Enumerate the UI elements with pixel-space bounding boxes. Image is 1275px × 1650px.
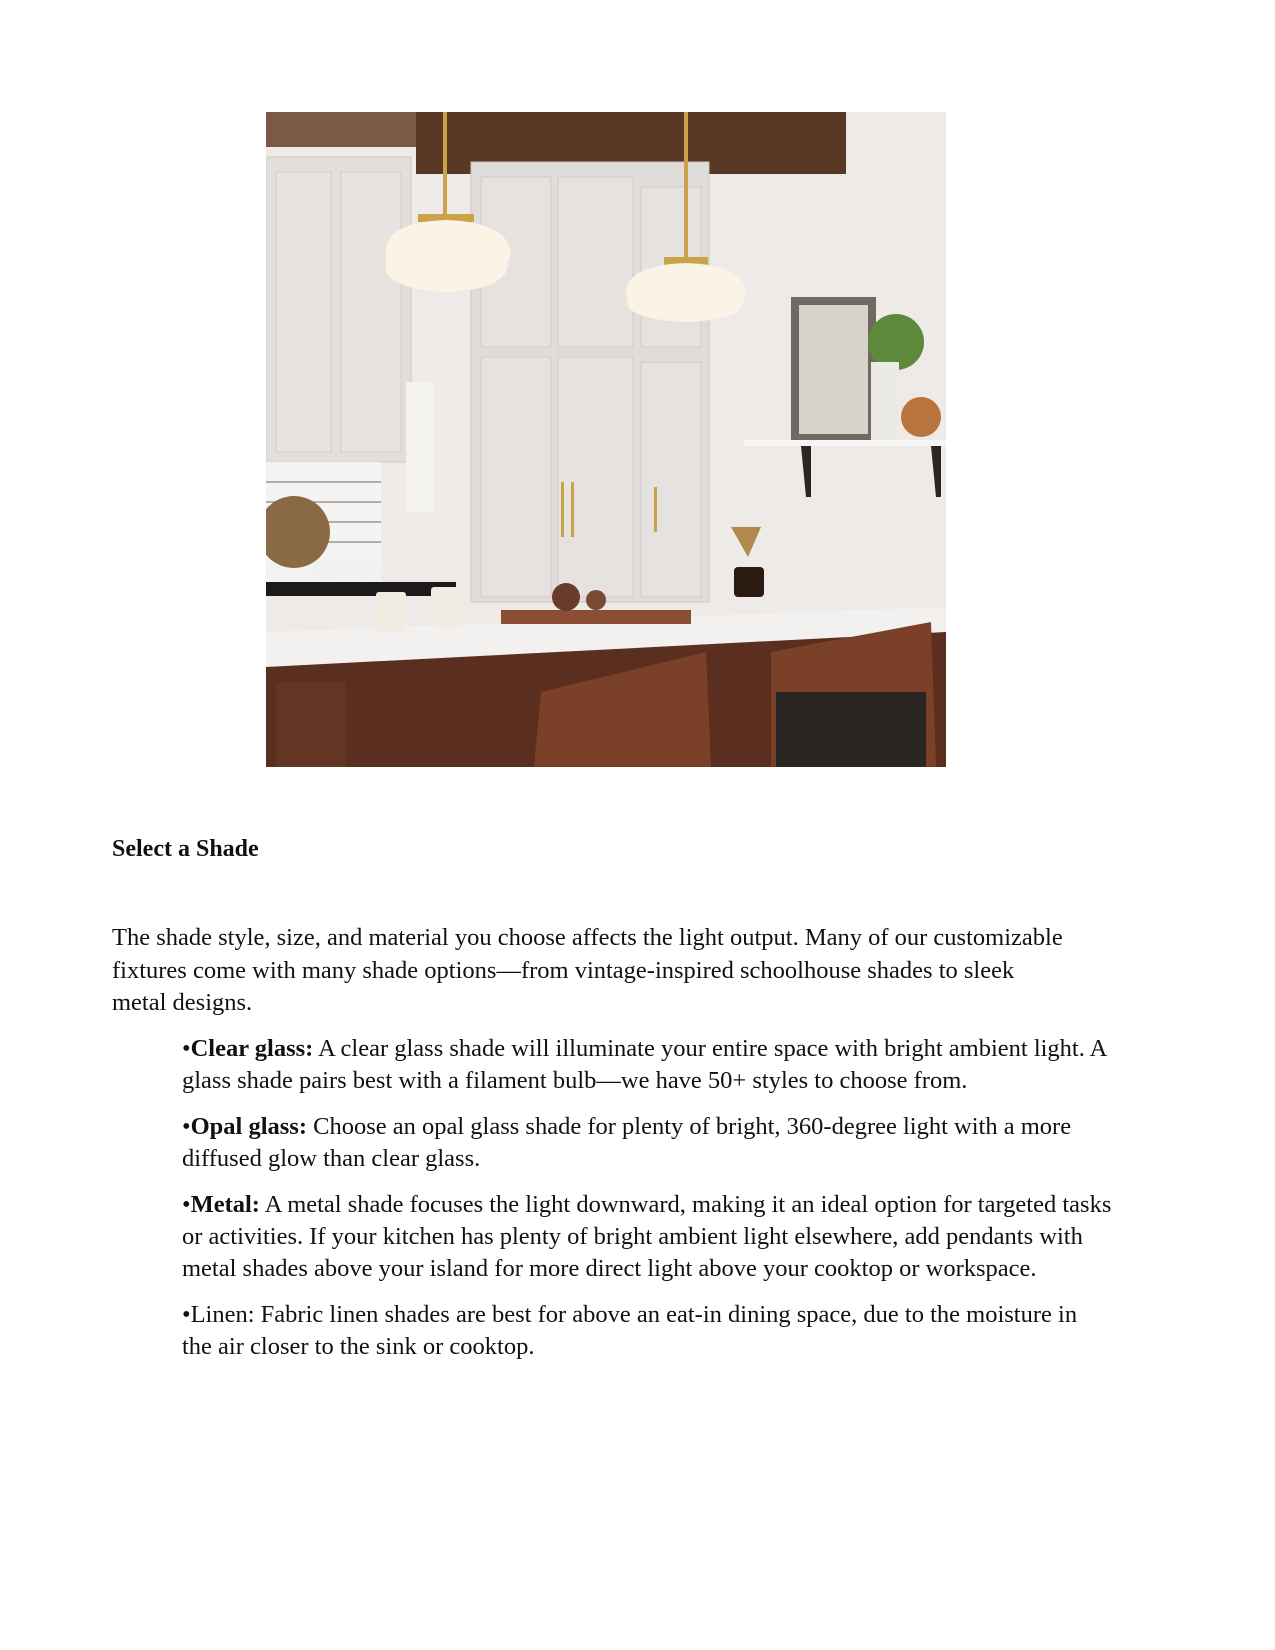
shade-option-term: Metal: xyxy=(190,1191,260,1218)
shade-option-term: Linen: xyxy=(190,1301,255,1328)
shade-option-opal-glass xyxy=(182,1111,1112,1175)
bullet-marker: • xyxy=(182,1113,191,1140)
shade-option-term: Opal glass: xyxy=(190,1113,307,1140)
shade-option-clear-glass xyxy=(182,1033,1112,1097)
bullet-marker: • xyxy=(182,1301,191,1328)
shade-option-term: Clear glass: xyxy=(190,1035,314,1062)
kitchen-pendant-photo xyxy=(266,112,946,767)
bullet-marker: • xyxy=(182,1035,191,1062)
section-heading: Select a Shade xyxy=(112,836,259,862)
bullet-marker: • xyxy=(182,1191,191,1218)
shade-option-description: Choose an opal glass shade for plenty of bright, 360-degree light with a more diffused glow than clear glass. xyxy=(182,1113,1072,1172)
shade-option-metal xyxy=(182,1189,1112,1285)
kitchen-illustration xyxy=(266,112,946,767)
shade-option-description: A metal shade focuses the light downward, making it an ideal option for targeted tasks or activities. If your kitchen has plenty of bright ambient light elsewhere, add pendants with metal shades above your island for more direct light above your cooktop or workspace. xyxy=(182,1191,1112,1282)
shade-option-description: A clear glass shade will illuminate your entire space with bright ambient light. A glass shade pairs best with a filament bulb—we have 50+ styles to choose from. xyxy=(182,1035,1106,1094)
shade-option-description: Fabric linen shades are best for above an eat-in dining space, due to the moisture in the air closer to the sink or cooktop. xyxy=(182,1301,1078,1360)
shade-options-list xyxy=(182,1033,1112,1377)
intro-paragraph: The shade style, size, and material you choose affects the light output. Many of our customizable fixtures come with many shade options—from vintage-inspired schoolhouse shades to sleek metal designs. xyxy=(112,924,1063,1016)
shade-option-linen xyxy=(182,1299,1112,1363)
